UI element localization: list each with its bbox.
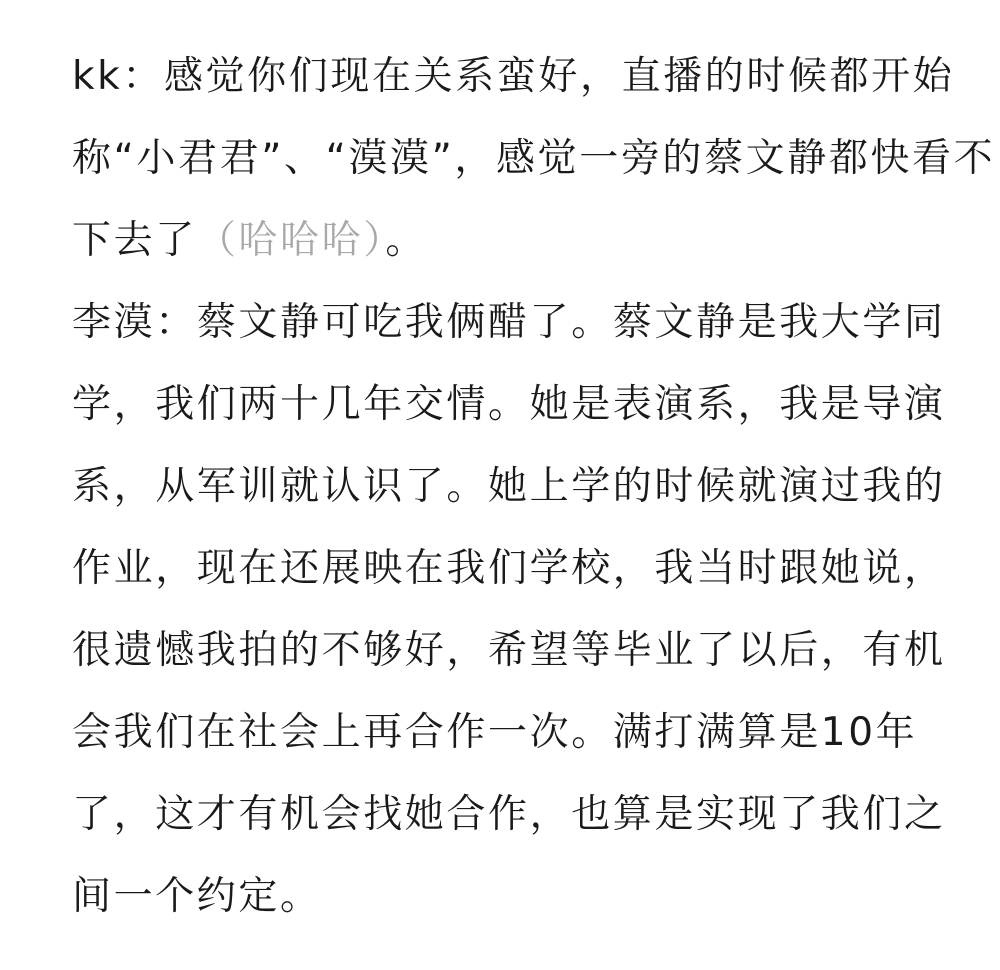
laughter-aside: （哈哈哈） [196, 218, 386, 263]
text-line: 会我们在社会上再合作一次。满打满算是10年 [72, 710, 918, 755]
text-line: 了，这才有机会找她合作，也算是实现了我们之 [72, 792, 946, 837]
text-line: 系，从军训就认识了。她上学的时候就演过我的 [72, 464, 946, 509]
text-line: 间一个约定。 [72, 874, 322, 919]
text-line [72, 200, 942, 282]
text-line: 作业，现在还展映在我们学校，我当时跟她说， [72, 546, 946, 591]
text-line: 学，我们两十几年交情。她是表演系，我是导演 [72, 382, 946, 427]
text-line: 称“小君君”、“漠漠”，感觉一旁的蔡文静都快看不 [72, 136, 996, 181]
text-line: 李漠：蔡文静可吃我俩醋了。蔡文静是我大学同 [72, 300, 946, 345]
text-segment: 下去了 [72, 218, 197, 263]
text-line: 很遗憾我拍的不够好，希望等毕业了以后，有机 [72, 628, 946, 673]
text-line: kk：感觉你们现在关系蛮好，直播的时候都开始 [72, 54, 955, 99]
interview-text [72, 36, 996, 938]
text-segment: 。 [385, 218, 427, 263]
